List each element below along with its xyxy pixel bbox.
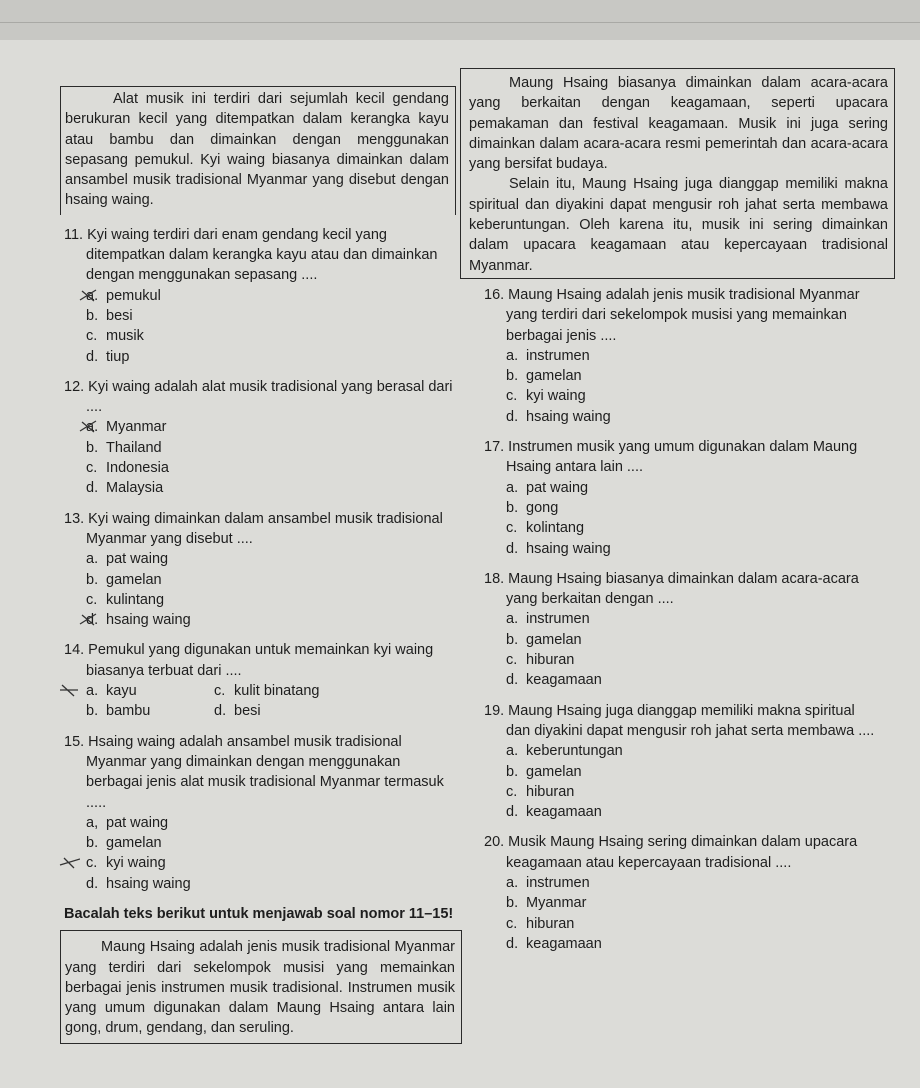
question-text: 15. Hsaing waing adalah ansambel musik tradisional Myanmar yang dimainkan dengan menggunakan berbagai jenis alat musik tradisional Myanmar termasuk .....	[64, 733, 444, 811]
option-b[interactable]: b. gamelan	[506, 368, 582, 385]
question-text: 14. Pemukul yang digunakan untuk memainkan kyi waing biasanya terbuat dari ....	[64, 642, 434, 679]
question-11	[64, 225, 456, 367]
question-14	[64, 640, 456, 721]
option-b[interactable]: b. Thailand	[86, 439, 162, 456]
instruction-heading: Bacalah teks berikut untuk menjawab soal nomor 11–15!	[64, 905, 454, 922]
question-16	[484, 285, 879, 427]
question-20	[484, 832, 879, 954]
option-d[interactable]: d. keagamaan	[506, 804, 602, 821]
question-text: 20. Musik Maung Hsaing sering dimainkan dalam upacara keagamaan atau kepercayaan tradisional ....	[484, 834, 858, 871]
option-b[interactable]: b. gamelan	[506, 631, 582, 648]
question-13	[64, 509, 456, 631]
option-c[interactable]: c. kyi waing	[64, 853, 456, 873]
right-column	[469, 68, 888, 954]
question-18	[484, 569, 879, 691]
option-c[interactable]: c. kulintang	[86, 591, 165, 608]
option-a[interactable]: a. pat waing	[86, 551, 169, 568]
intro-text-box-right	[460, 68, 895, 279]
option-a[interactable]: a. keberuntungan	[506, 743, 623, 760]
handwritten-cross-mark-icon	[58, 855, 80, 869]
option-c[interactable]: c. hiburan	[506, 915, 575, 932]
option-b[interactable]: b. gamelan	[86, 571, 162, 588]
passage-text: Maung Hsaing adalah jenis musik tradisional Myanmar yang terdiri dari sekelompok musisi yang memainkan berbagai jenis instrumen musik tradisional. Instrumen musik yang umum digunakan dalam Maung Hsaing antara lain gong, drum, gendang, dan seruling.	[65, 939, 455, 1037]
option-a[interactable]: a. pemukul	[64, 286, 456, 306]
option-d[interactable]: d. hsaing waing	[506, 540, 611, 557]
option-d[interactable]: d. keagamaan	[506, 672, 602, 689]
handwritten-cross-mark-icon	[78, 419, 100, 433]
top-margin	[0, 0, 920, 40]
question-17	[484, 437, 879, 559]
option-d[interactable]: d. keagamaan	[506, 935, 602, 952]
option-d[interactable]: d. hsaing waing	[64, 610, 456, 630]
question-text: 16. Maung Hsaing adalah jenis musik tradisional Myanmar yang terdiri dari sekelompok musisi yang memainkan berbagai jenis ....	[484, 286, 860, 344]
reading-passage-box	[60, 930, 462, 1043]
option-a[interactable]: a. instrumen	[506, 347, 590, 364]
handwritten-cross-mark-icon	[78, 612, 100, 626]
option-d[interactable]: d. Malaysia	[86, 480, 164, 497]
option-b[interactable]: b. gamelan	[86, 835, 162, 852]
question-text: 19. Maung Hsaing juga dianggap memiliki makna spiritual dan diyakini dapat mengusir roh jahat serta membawa ....	[484, 702, 875, 739]
option-c[interactable]: c. hiburan	[506, 652, 575, 669]
option-a[interactable]: a, pat waing	[86, 814, 169, 831]
option-a[interactable]: a. Myanmar	[64, 417, 456, 437]
handwritten-cross-mark-icon	[58, 683, 80, 697]
option-d[interactable]: d. hsaing waing	[86, 875, 191, 892]
intro-right-paragraph-1: Maung Hsaing biasanya dimainkan dalam acara-acara yang berkaitan dengan keagamaan, seperti upacara pemakaman dan festival keagamaan. Musik ini juga sering dimainkan dalam acara-acara resmi pemerintah dan acara-acara yang bersifat budaya.	[469, 75, 888, 173]
intro-left-text: Alat musik ini terdiri dari sejumlah kecil gendang berukuran kecil yang ditempatkan dalam kerangka kayu atau bambu dan dimainkan dengan menggunakan sepasang pemukul. Kyi waing biasanya dimainkan dalam ansambel musik tradisional Myanmar yang disebut dengan hsaing waing.	[65, 91, 449, 209]
option-a[interactable]: a. instrumen	[506, 874, 590, 891]
question-text: 11. Kyi waing terdiri dari enam gendang kecil yang ditempatkan dalam kerangka kayu atau dan dimainkan dengan menggunakan sepasang ....	[64, 226, 438, 284]
option-c[interactable]: c. musik	[86, 328, 144, 345]
left-column	[64, 88, 456, 1044]
option-a[interactable]: a. instrumen	[506, 611, 590, 628]
option-b[interactable]: b. bambu	[86, 703, 151, 720]
question-15	[64, 732, 456, 894]
option-b[interactable]: b. besi	[86, 307, 133, 324]
question-text: 12. Kyi waing adalah alat musik tradisional yang berasal dari ....	[64, 378, 453, 416]
option-a[interactable]: a. pat waing	[506, 479, 589, 496]
option-b[interactable]: b. Myanmar	[506, 895, 587, 912]
options-grid	[64, 681, 456, 722]
option-d[interactable]: d. tiup	[86, 348, 130, 365]
question-text: 18. Maung Hsaing biasanya dimainkan dalam acara-acara yang berkaitan dengan ....	[484, 570, 859, 608]
option-a[interactable]: a. kayu	[86, 681, 214, 701]
question-12	[64, 377, 456, 499]
option-c[interactable]: c. kyi waing	[506, 388, 586, 405]
option-c[interactable]: c. hiburan	[506, 783, 575, 800]
option-d[interactable]: d. besi	[214, 703, 261, 720]
question-19	[484, 701, 879, 823]
option-c[interactable]: c. Indonesia	[86, 460, 169, 477]
handwritten-cross-mark-icon	[78, 288, 100, 302]
option-d[interactable]: d. hsaing waing	[506, 408, 611, 425]
question-text: 17. Instrumen musik yang umum digunakan dalam Maung Hsaing antara lain ....	[484, 439, 858, 476]
option-c[interactable]: c. kolintang	[506, 520, 585, 537]
question-text: 13. Kyi waing dimainkan dalam ansambel musik tradisional Myanmar yang disebut ....	[64, 510, 443, 547]
intro-text-box-left	[60, 86, 456, 215]
option-b[interactable]: b. gong	[506, 499, 559, 516]
option-c[interactable]: c. kulit binatang	[214, 683, 320, 700]
option-b[interactable]: b. gamelan	[506, 763, 582, 780]
intro-right-paragraph-2: Selain itu, Maung Hsaing juga dianggap memiliki makna spiritual dan diyakini dapat mengusir roh jahat serta membawa keberuntungan. Oleh karena itu, musik ini sering dimainkan dalam upacara keagamaan atau kepercayaan tradisional Myanmar.	[469, 176, 888, 274]
fold-line	[0, 22, 920, 23]
